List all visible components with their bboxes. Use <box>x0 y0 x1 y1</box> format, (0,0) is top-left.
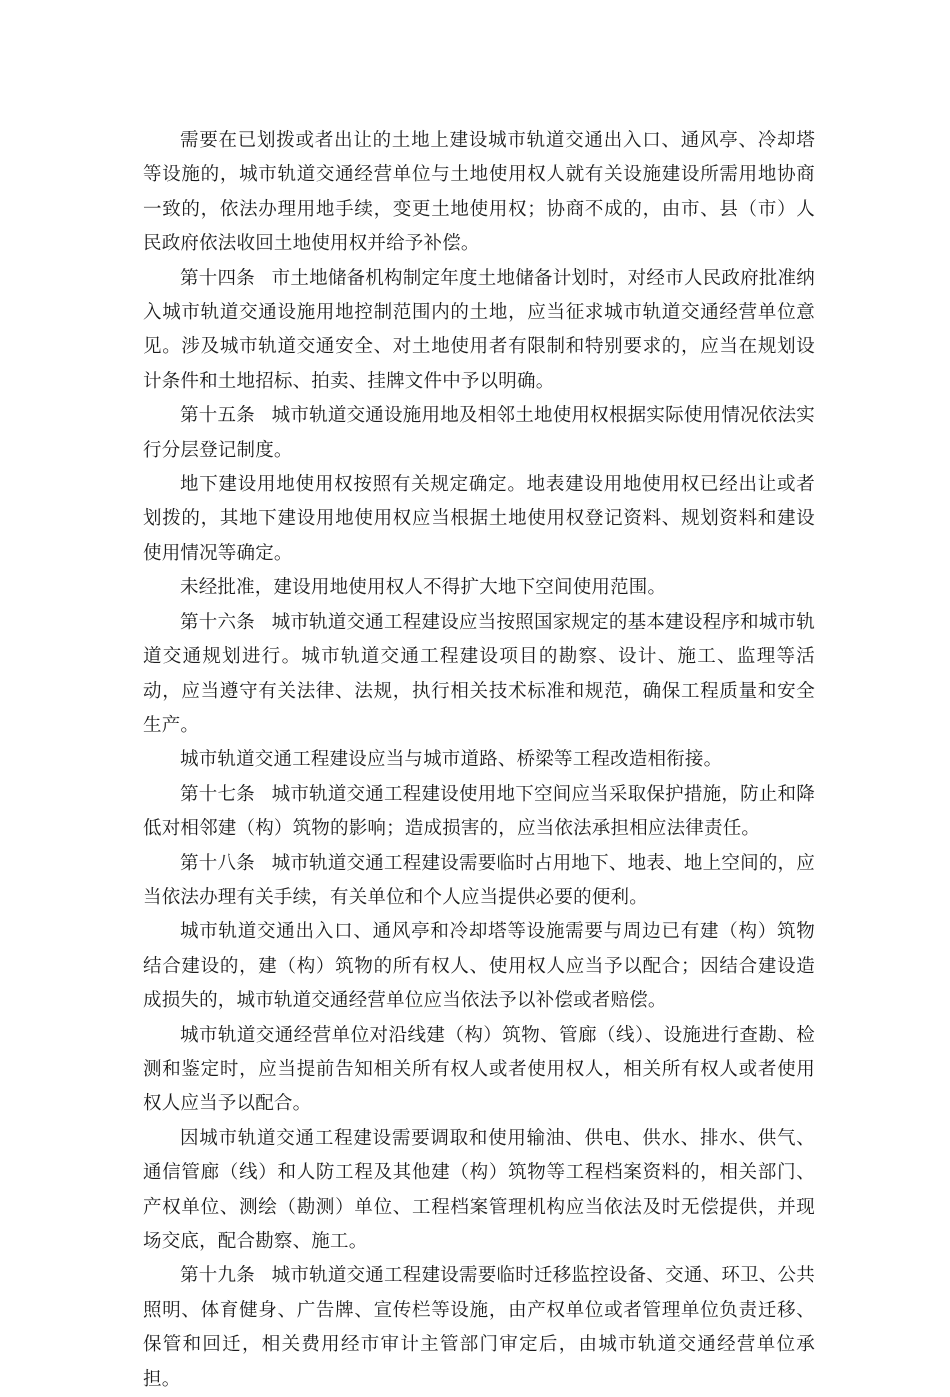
paragraph-article-14 <box>143 262 815 400</box>
paragraph <box>143 1019 815 1122</box>
article-number: 第十五条 <box>180 405 255 427</box>
paragraph <box>143 571 815 605</box>
paragraph-text: 城市轨道交通工程建设需要临时迁移监控设备、交通、环卫、公共照明、体育健身、广告牌、宣传栏等设施，由产权单位或者管理单位负责迁移、保管和回迁，相关费用经市审计主管部门审定后，由城市轨道交通经营单位承担。 <box>143 1265 815 1390</box>
article-number: 第十四条 <box>180 267 255 289</box>
paragraph <box>143 124 815 262</box>
paragraph <box>143 743 815 777</box>
paragraph-article-17 <box>143 778 815 847</box>
paragraph-article-18 <box>143 847 815 916</box>
article-number: 第十八条 <box>180 852 255 874</box>
paragraph-text: 未经批准，建设用地使用权人不得扩大地下空间使用范围。 <box>180 577 667 599</box>
paragraph-article-19 <box>143 1259 815 1397</box>
paragraph-article-15 <box>143 399 815 468</box>
document-body <box>143 124 815 1397</box>
paragraph-text: 城市轨道交通工程建设使用地下空间应当采取保护措施，防止和降低对相邻建（构）筑物的影响；造成损害的，应当依法承担相应法律责任。 <box>143 783 815 840</box>
paragraph <box>143 1122 815 1260</box>
paragraph <box>143 468 815 571</box>
paragraph-text: 城市轨道交通设施用地及相邻土地使用权根据实际使用情况依法实行分层登记制度。 <box>143 405 815 461</box>
paragraph-text: 城市轨道交通出入口、通风亭和冷却塔等设施需要与周边已有建（构）筑物结合建设的，建（构）筑物的所有权人、使用权人应当予以配合；因结合建设造成损失的，城市轨道交通经营单位应当依法予以补偿或者赔偿。 <box>143 921 815 1012</box>
paragraph-text: 地下建设用地使用权按照有关规定确定。地表建设用地使用权已经出让或者划拨的，其地下建设用地使用权应当根据土地使用权登记资料、规划资料和建设使用情况等确定。 <box>143 474 815 564</box>
article-number: 第十七条 <box>180 783 255 805</box>
article-number: 第十六条 <box>180 611 255 633</box>
paragraph-text: 城市轨道交通工程建设需要临时占用地下、地表、地上空间的，应当依法办理有关手续，有关单位和个人应当提供必要的便利。 <box>143 852 815 908</box>
paragraph-text: 市土地储备机构制定年度土地储备计划时，对经市人民政府批准纳入城市轨道交通设施用地控制范围内的土地，应当征求城市轨道交通经营单位意见。涉及城市轨道交通安全、对土地使用者有限制和特别要求的，应当在规划设计条件和土地招标、拍卖、挂牌文件中予以明确。 <box>143 267 815 392</box>
paragraph-text: 城市轨道交通经营单位对沿线建（构）筑物、管廊（线）、设施进行查勘、检测和鉴定时，应当提前告知相关所有权人或者使用权人，相关所有权人或者使用权人应当予以配合。 <box>143 1024 815 1115</box>
paragraph-text: 因城市轨道交通工程建设需要调取和使用输油、供电、供水、排水、供气、通信管廊（线）和人防工程及其他建（构）筑物等工程档案资料的，相关部门、产权单位、测绘（勘测）单位、工程档案管理机构应当依法及时无偿提供，并现场交底，配合勘察、施工。 <box>143 1127 815 1252</box>
paragraph-text: 城市轨道交通工程建设应当按照国家规定的基本建设程序和城市轨道交通规划进行。城市轨道交通工程建设项目的勘察、设计、施工、监理等活动，应当遵守有关法律、法规，执行相关技术标准和规范，确保工程质量和安全生产。 <box>143 611 815 736</box>
paragraph-text: 城市轨道交通工程建设应当与城市道路、桥梁等工程改造相衔接。 <box>180 749 723 771</box>
paragraph-article-16 <box>143 606 815 744</box>
article-number: 第十九条 <box>180 1265 255 1287</box>
paragraph-text: 需要在已划拨或者出让的土地上建设城市轨道交通出入口、通风亭、冷却塔等设施的，城市轨道交通经营单位与土地使用权人就有关设施建设所需用地协商一致的，依法办理用地手续，变更土地使用权；协商不成的，由市、县（市）人民政府依法收回土地使用权并给予补偿。 <box>143 130 815 255</box>
paragraph <box>143 915 815 1018</box>
